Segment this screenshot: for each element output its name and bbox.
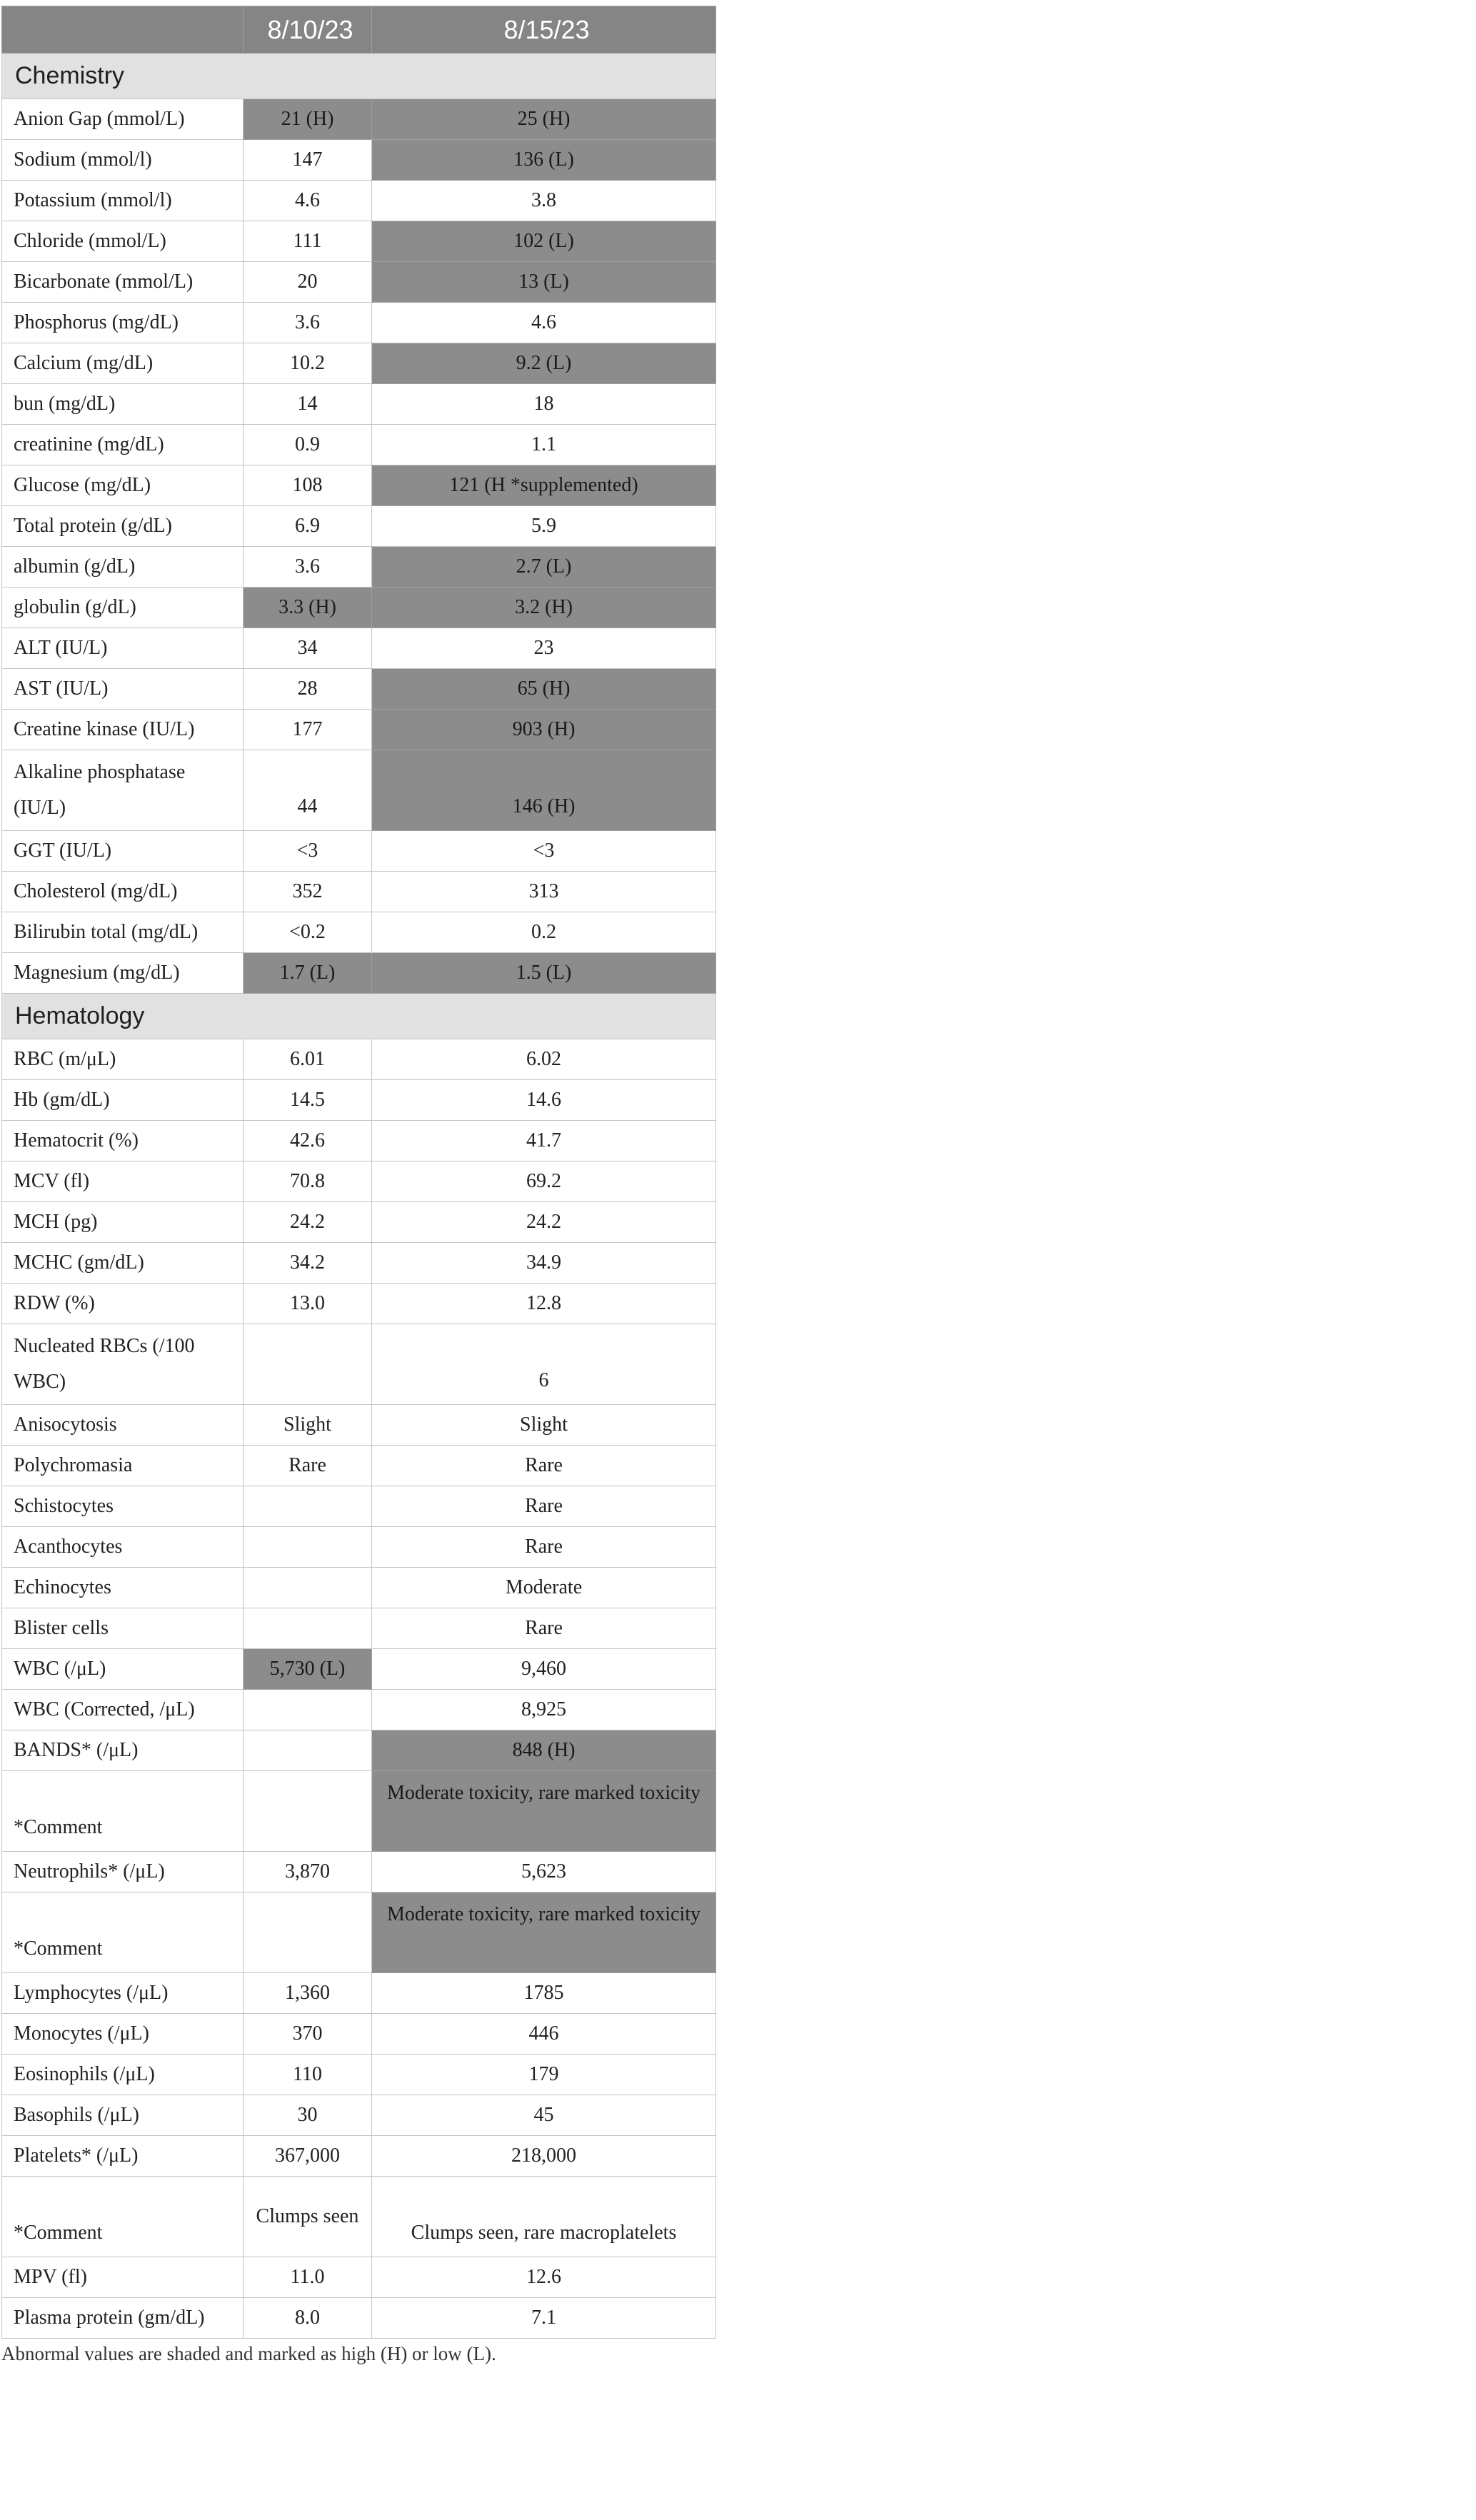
row-label: Magnesium (mg/dL) — [2, 953, 244, 994]
value-8-15-23: 8,925 — [372, 1690, 716, 1730]
value-8-10-23: 1,360 — [244, 1973, 372, 2014]
value-8-10-23: 44 — [244, 750, 372, 831]
value-8-10-23 — [244, 1568, 372, 1608]
table-row — [2, 221, 716, 262]
table-row — [2, 1608, 716, 1649]
value-8-15-23: 848 (H) — [372, 1730, 716, 1771]
value-8-15-23: 0.2 — [372, 912, 716, 953]
value-8-10-23: Slight — [244, 1405, 372, 1446]
value-8-15-23: 4.6 — [372, 303, 716, 343]
row-label: WBC (Corrected, /μL) — [2, 1690, 244, 1730]
value-8-10-23: 111 — [244, 221, 372, 262]
header-date-1: 8/10/23 — [244, 6, 372, 54]
value-8-15-23: <3 — [372, 831, 716, 872]
table-row — [2, 1486, 716, 1527]
row-label: MCHC (gm/dL) — [2, 1243, 244, 1284]
row-label: Total protein (g/dL) — [2, 506, 244, 547]
table-row — [2, 2257, 716, 2298]
value-8-15-23: Moderate toxicity, rare marked toxicity — [372, 1892, 716, 1973]
table-row — [2, 1202, 716, 1243]
value-8-15-23: Rare — [372, 1446, 716, 1486]
value-8-10-23: 20 — [244, 262, 372, 303]
value-8-15-23: Rare — [372, 1608, 716, 1649]
value-8-15-23: 9,460 — [372, 1649, 716, 1690]
value-8-10-23 — [244, 1892, 372, 1973]
value-8-10-23 — [244, 1324, 372, 1405]
row-label: Sodium (mmol/l) — [2, 140, 244, 181]
table-row — [2, 99, 716, 140]
table-row — [2, 2095, 716, 2136]
row-label: Basophils (/μL) — [2, 2095, 244, 2136]
row-label: MCV (fl) — [2, 1161, 244, 1202]
value-8-15-23: 2.7 (L) — [372, 547, 716, 588]
table-footnote: Abnormal values are shaded and marked as high (H) or low (L). — [1, 2343, 496, 2364]
row-label: Eosinophils (/μL) — [2, 2055, 244, 2095]
value-8-15-23: 218,000 — [372, 2136, 716, 2177]
value-8-10-23: 352 — [244, 872, 372, 912]
value-8-15-23: 65 (H) — [372, 669, 716, 710]
row-label: Hb (gm/dL) — [2, 1080, 244, 1121]
value-8-10-23: 21 (H) — [244, 99, 372, 140]
row-label: globulin (g/dL) — [2, 588, 244, 628]
value-8-15-23: 12.6 — [372, 2257, 716, 2298]
value-8-15-23: Moderate toxicity, rare marked toxicity — [372, 1771, 716, 1852]
table-row — [2, 384, 716, 425]
row-label: Glucose (mg/dL) — [2, 465, 244, 506]
value-8-10-23: 3,870 — [244, 1852, 372, 1892]
table-row — [2, 547, 716, 588]
value-8-15-23: 1785 — [372, 1973, 716, 2014]
value-8-10-23: 10.2 — [244, 343, 372, 384]
row-label: MCH (pg) — [2, 1202, 244, 1243]
table-row — [2, 262, 716, 303]
table-row — [2, 953, 716, 994]
table-row — [2, 1973, 716, 2014]
value-8-10-23: 28 — [244, 669, 372, 710]
row-label: Platelets* (/μL) — [2, 2136, 244, 2177]
table-row — [2, 872, 716, 912]
value-8-10-23: 1.7 (L) — [244, 953, 372, 994]
row-label: bun (mg/dL) — [2, 384, 244, 425]
table-row — [2, 750, 716, 831]
table-row — [2, 465, 716, 506]
value-8-10-23: 6.9 — [244, 506, 372, 547]
row-label: AST (IU/L) — [2, 669, 244, 710]
header-label-cell — [2, 6, 244, 54]
table-row — [2, 425, 716, 465]
value-8-10-23: Rare — [244, 1446, 372, 1486]
section-title: Hematology — [2, 994, 716, 1039]
row-label: Neutrophils* (/μL) — [2, 1852, 244, 1892]
value-8-10-23 — [244, 1527, 372, 1568]
value-8-10-23: 13.0 — [244, 1284, 372, 1324]
value-8-15-23: Clumps seen, rare macroplatelets — [372, 2177, 716, 2257]
value-8-15-23: 146 (H) — [372, 750, 716, 831]
table-row — [2, 1649, 716, 1690]
value-8-15-23: 6.02 — [372, 1039, 716, 1080]
table-row — [2, 1121, 716, 1161]
row-label: Monocytes (/μL) — [2, 2014, 244, 2055]
row-label: Chloride (mmol/L) — [2, 221, 244, 262]
row-label: RDW (%) — [2, 1284, 244, 1324]
value-8-10-23: 70.8 — [244, 1161, 372, 1202]
value-8-10-23: 0.9 — [244, 425, 372, 465]
table-row — [2, 1446, 716, 1486]
value-8-10-23: 3.6 — [244, 547, 372, 588]
value-8-10-23 — [244, 1730, 372, 1771]
value-8-10-23: 3.3 (H) — [244, 588, 372, 628]
value-8-10-23: 147 — [244, 140, 372, 181]
value-8-15-23: Moderate — [372, 1568, 716, 1608]
value-8-10-23: <3 — [244, 831, 372, 872]
value-8-10-23: 5,730 (L) — [244, 1649, 372, 1690]
value-8-15-23: 5.9 — [372, 506, 716, 547]
value-8-15-23: Rare — [372, 1527, 716, 1568]
lab-results-table — [1, 6, 716, 2339]
table-row — [2, 710, 716, 750]
section-header-row — [2, 994, 716, 1039]
value-8-10-23: <0.2 — [244, 912, 372, 953]
table-row — [2, 1568, 716, 1608]
value-8-15-23: 14.6 — [372, 1080, 716, 1121]
value-8-15-23: 179 — [372, 2055, 716, 2095]
value-8-15-23: 102 (L) — [372, 221, 716, 262]
table-row — [2, 343, 716, 384]
table-row — [2, 1405, 716, 1446]
table-row — [2, 912, 716, 953]
value-8-15-23: 446 — [372, 2014, 716, 2055]
table-row — [2, 303, 716, 343]
table-row — [2, 1161, 716, 1202]
value-8-15-23: 313 — [372, 872, 716, 912]
value-8-10-23 — [244, 1486, 372, 1527]
row-label: ALT (IU/L) — [2, 628, 244, 669]
row-label: Bicarbonate (mmol/L) — [2, 262, 244, 303]
value-8-10-23: 24.2 — [244, 1202, 372, 1243]
table-row — [2, 1324, 716, 1405]
value-8-10-23: 108 — [244, 465, 372, 506]
table-row — [2, 1080, 716, 1121]
row-label: Phosphorus (mg/dL) — [2, 303, 244, 343]
value-8-15-23: 7.1 — [372, 2298, 716, 2339]
value-8-15-23: Slight — [372, 1405, 716, 1446]
row-label: Acanthocytes — [2, 1527, 244, 1568]
table-row — [2, 1243, 716, 1284]
row-label: Schistocytes — [2, 1486, 244, 1527]
value-8-15-23: 13 (L) — [372, 262, 716, 303]
value-8-10-23: 110 — [244, 2055, 372, 2095]
value-8-15-23: 12.8 — [372, 1284, 716, 1324]
table-row — [2, 1892, 716, 1973]
row-label: Potassium (mmol/l) — [2, 181, 244, 221]
row-label: Lymphocytes (/μL) — [2, 1973, 244, 2014]
table-row — [2, 1527, 716, 1568]
table-row — [2, 140, 716, 181]
value-8-15-23: 1.5 (L) — [372, 953, 716, 994]
row-label: Calcium (mg/dL) — [2, 343, 244, 384]
value-8-15-23: 41.7 — [372, 1121, 716, 1161]
table-row — [2, 831, 716, 872]
table-row — [2, 181, 716, 221]
table-row — [2, 628, 716, 669]
value-8-10-23: 30 — [244, 2095, 372, 2136]
row-label: GGT (IU/L) — [2, 831, 244, 872]
table-row — [2, 588, 716, 628]
table-row — [2, 1771, 716, 1852]
table-row — [2, 2014, 716, 2055]
row-label: Nucleated RBCs (/100 WBC) — [2, 1324, 244, 1405]
value-8-15-23: 903 (H) — [372, 710, 716, 750]
value-8-10-23: 6.01 — [244, 1039, 372, 1080]
row-label: *Comment — [2, 2177, 244, 2257]
value-8-10-23: 11.0 — [244, 2257, 372, 2298]
row-label: RBC (m/μL) — [2, 1039, 244, 1080]
row-label: *Comment — [2, 1892, 244, 1973]
value-8-10-23: 367,000 — [244, 2136, 372, 2177]
value-8-10-23 — [244, 1771, 372, 1852]
value-8-15-23: 6 — [372, 1324, 716, 1405]
row-label: Creatine kinase (IU/L) — [2, 710, 244, 750]
section-title: Chemistry — [2, 54, 716, 99]
table-row — [2, 1284, 716, 1324]
table-row — [2, 2298, 716, 2339]
value-8-15-23: 121 (H *supplemented) — [372, 465, 716, 506]
section-header-row — [2, 54, 716, 99]
table-row — [2, 1039, 716, 1080]
value-8-10-23: 14.5 — [244, 1080, 372, 1121]
value-8-10-23: 177 — [244, 710, 372, 750]
value-8-15-23: 3.2 (H) — [372, 588, 716, 628]
row-label: Echinocytes — [2, 1568, 244, 1608]
row-label: Hematocrit (%) — [2, 1121, 244, 1161]
row-label: Bilirubin total (mg/dL) — [2, 912, 244, 953]
row-label: albumin (g/dL) — [2, 547, 244, 588]
value-8-15-23: 24.2 — [372, 1202, 716, 1243]
row-label: *Comment — [2, 1771, 244, 1852]
value-8-15-23: 69.2 — [372, 1161, 716, 1202]
table-row — [2, 1690, 716, 1730]
value-8-10-23: 14 — [244, 384, 372, 425]
header-date-2: 8/15/23 — [372, 6, 716, 54]
row-label: BANDS* (/μL) — [2, 1730, 244, 1771]
table-row — [2, 2136, 716, 2177]
table-row — [2, 1730, 716, 1771]
table-body — [2, 54, 716, 2339]
row-label: Cholesterol (mg/dL) — [2, 872, 244, 912]
value-8-10-23: 3.6 — [244, 303, 372, 343]
value-8-15-23: 25 (H) — [372, 99, 716, 140]
value-8-10-23: 42.6 — [244, 1121, 372, 1161]
value-8-10-23: 8.0 — [244, 2298, 372, 2339]
table-row — [2, 669, 716, 710]
value-8-10-23: 370 — [244, 2014, 372, 2055]
value-8-15-23: 9.2 (L) — [372, 343, 716, 384]
value-8-15-23: 3.8 — [372, 181, 716, 221]
row-label: Polychromasia — [2, 1446, 244, 1486]
row-label: Plasma protein (gm/dL) — [2, 2298, 244, 2339]
value-8-15-23: 45 — [372, 2095, 716, 2136]
value-8-15-23: 136 (L) — [372, 140, 716, 181]
table-row — [2, 2055, 716, 2095]
value-8-15-23: 34.9 — [372, 1243, 716, 1284]
value-8-15-23: 1.1 — [372, 425, 716, 465]
row-label: MPV (fl) — [2, 2257, 244, 2298]
value-8-15-23: 5,623 — [372, 1852, 716, 1892]
value-8-10-23 — [244, 1608, 372, 1649]
value-8-15-23: 23 — [372, 628, 716, 669]
value-8-10-23: Clumps seen — [244, 2177, 372, 2257]
value-8-10-23: 34 — [244, 628, 372, 669]
table-row — [2, 2177, 716, 2257]
row-label: Blister cells — [2, 1608, 244, 1649]
table-row — [2, 1852, 716, 1892]
row-label: WBC (/μL) — [2, 1649, 244, 1690]
row-label: Anion Gap (mmol/L) — [2, 99, 244, 140]
value-8-15-23: Rare — [372, 1486, 716, 1527]
value-8-15-23: 18 — [372, 384, 716, 425]
value-8-10-23: 4.6 — [244, 181, 372, 221]
value-8-10-23: 34.2 — [244, 1243, 372, 1284]
row-label: Anisocytosis — [2, 1405, 244, 1446]
table-header-row — [2, 6, 716, 54]
table-row — [2, 506, 716, 547]
value-8-10-23 — [244, 1690, 372, 1730]
row-label: creatinine (mg/dL) — [2, 425, 244, 465]
row-label: Alkaline phosphatase (IU/L) — [2, 750, 244, 831]
